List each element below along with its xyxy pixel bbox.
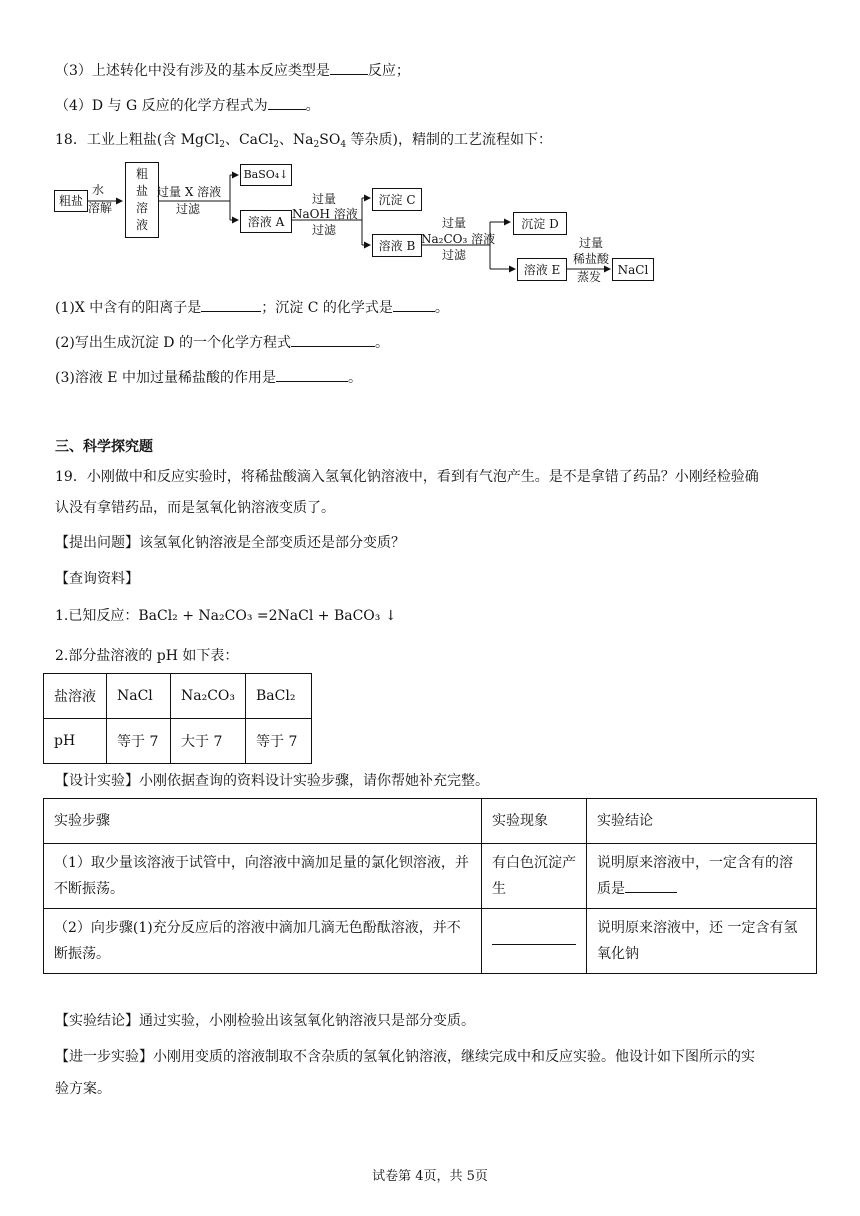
table-row xyxy=(44,719,312,764)
phenomenon-text: 有白色沉淀产生 xyxy=(492,855,576,897)
table-cell xyxy=(587,909,817,974)
step2-filter: 过滤 xyxy=(312,223,337,237)
answer-blank[interactable] xyxy=(625,878,677,893)
nacl-label: NaCl xyxy=(617,262,649,277)
table-row xyxy=(44,799,817,844)
baso4-label: BaSO₄↓ xyxy=(243,168,289,181)
precip-c-label: 沉淀 C xyxy=(378,192,416,207)
step2-excess: 过量 xyxy=(312,192,337,206)
solution-a-label: 溶液 A xyxy=(247,214,285,229)
q19-design: 【设计实验】小刚依据查询的资料设计实验步骤，请你帮她补充完整。 xyxy=(55,773,489,789)
section-heading: 三、科学探究题 xyxy=(55,439,153,455)
q18-sub2-suffix: 。 xyxy=(374,335,389,351)
table-header: NaCl xyxy=(107,674,171,719)
step2-reagent: NaOH 溶液 xyxy=(292,207,358,221)
q18-stem-text: 、Na xyxy=(278,132,314,148)
table-cell xyxy=(482,844,587,909)
dissolve-label: 溶解 xyxy=(88,201,113,215)
table-cell xyxy=(587,844,817,909)
table-cell: 大于 7 xyxy=(171,719,246,764)
step4-excess: 过量 xyxy=(579,236,604,250)
q19-result: 【实验结论】通过实验，小刚检验出该氢氧化钠溶液只是部分变质。 xyxy=(55,1013,475,1029)
step-text: （1）取少量该溶液于试管中，向溶液中滴加足量的氯化钡溶液，并不断振荡。 xyxy=(54,855,469,897)
table-header: Na₂CO₃ xyxy=(171,674,246,719)
table-cell: 等于 7 xyxy=(107,719,171,764)
q18-sub1-suffix: 。 xyxy=(434,300,449,316)
step4-reagent: 稀盐酸 xyxy=(573,252,610,266)
q18-stem-text: 、CaCl xyxy=(224,132,274,148)
answer-blank[interactable] xyxy=(201,297,261,312)
step-text: （2）向步骤(1)充分反应后的溶液中滴加几滴无色酚酞溶液，并不断振荡。 xyxy=(54,920,461,962)
q18-sub2 xyxy=(55,332,389,353)
solution-e-label: 溶液 E xyxy=(523,262,561,277)
page-footer: 试卷第 4页，共 5页 xyxy=(372,1169,488,1184)
table-header: 实验步骤 xyxy=(44,799,482,844)
table-cell: 等于 7 xyxy=(246,719,312,764)
q18-sub3-text: (3)溶液 E 中加过量稀盐酸的作用是 xyxy=(55,370,276,386)
q19-consult: 【查询资料】 xyxy=(55,571,139,587)
step3-filter: 过滤 xyxy=(442,248,467,262)
step3-excess: 过量 xyxy=(442,216,467,230)
table-cell xyxy=(44,909,482,974)
table-cell xyxy=(44,844,482,909)
nacl-box xyxy=(612,258,654,281)
q18-sub1-text: (1)X 中含有的阳离子是 xyxy=(55,300,202,316)
table-row xyxy=(44,674,312,719)
solution-e-box xyxy=(517,258,567,281)
answer-blank[interactable] xyxy=(276,367,348,382)
q19-fact1: 1.已知反应：BaCl₂ + Na₂CO₃ =2NaCl + BaCO₃ ↓ xyxy=(55,608,397,624)
step4-evaporate: 蒸发 xyxy=(577,270,602,284)
solution-a-box xyxy=(240,210,292,233)
crude-solution-label: 粗盐溶液 xyxy=(135,167,148,232)
q19-question: 【提出问题】该氢氧化钠溶液是全部变质还是部分变质？ xyxy=(55,535,405,551)
step1-filter: 过滤 xyxy=(176,202,201,216)
table-header: 实验现象 xyxy=(482,799,587,844)
table-header: BaCl₂ xyxy=(246,674,312,719)
answer-blank[interactable] xyxy=(291,332,375,347)
precip-c-box xyxy=(372,188,422,211)
q19-stem-line2: 认没有拿错药品，而是氢氧化钠溶液变质了。 xyxy=(55,500,335,516)
experiment-table xyxy=(43,798,817,974)
table-header: 盐溶液 xyxy=(44,674,107,719)
q17-item4 xyxy=(55,95,320,116)
q18-sub3-suffix: 。 xyxy=(347,370,362,386)
baso4-box xyxy=(240,164,292,186)
table-cell xyxy=(482,909,587,974)
q18-stem xyxy=(55,130,552,155)
solution-b-box xyxy=(372,234,422,257)
q18-sub3 xyxy=(55,367,362,388)
process-flow-diagram xyxy=(50,158,670,290)
table-row xyxy=(44,844,817,909)
q18-sub1 xyxy=(55,297,449,318)
q19-further-line2: 验方案。 xyxy=(55,1081,111,1097)
q18-sub1-text: ；沉淀 C 的化学式是 xyxy=(261,300,393,316)
answer-blank[interactable] xyxy=(268,95,306,110)
answer-blank[interactable] xyxy=(330,60,368,75)
q17-item3-suffix: 反应； xyxy=(367,63,410,79)
subscript: 2 xyxy=(219,140,225,150)
water-label: 水 xyxy=(92,183,105,197)
precip-d-label: 沉淀 D xyxy=(521,216,559,231)
answer-blank[interactable] xyxy=(492,930,576,945)
subscript: 2 xyxy=(313,140,320,150)
answer-blank[interactable] xyxy=(393,297,435,312)
q18-stem-text: 18．工业上粗盐(含 MgCl xyxy=(55,132,220,148)
q19-further-line1: 【进一步实验】小刚用变质的溶液制取不含杂质的氢氧化钠溶液，继续完成中和反应实验。他设计如下图所示的实 xyxy=(55,1049,755,1065)
solution-b-label: 溶液 B xyxy=(378,238,416,253)
q18-stem-text: 等杂质)，精制的工艺流程如下： xyxy=(346,132,553,148)
q19-stem-line1: 19．小刚做中和反应实验时，将稀盐酸滴入氢氧化钠溶液中，看到有气泡产生。是不是拿错了药品？小刚经检验确 xyxy=(55,469,759,485)
conclusion-text: 说明原来溶液中，还 一定含有氢氧化钠 xyxy=(597,920,798,962)
q18-sub2-text: (2)写出生成沉淀 D 的一个化学方程式 xyxy=(55,335,291,351)
q17-item3-text: （3）上述转化中没有涉及的基本反应类型是 xyxy=(55,63,330,79)
q19-fact2: 2.部分盐溶液的 pH 如下表： xyxy=(55,648,239,664)
table-row xyxy=(44,909,817,974)
conclusion-text: 说明原来溶液中，一定含有的溶质是 xyxy=(597,855,793,897)
crude-salt-label: 粗盐 xyxy=(58,194,83,208)
precip-d-box xyxy=(513,212,567,235)
crude-salt-box xyxy=(54,190,88,212)
q18-stem-text: SO xyxy=(319,132,341,148)
crude-solution-box xyxy=(125,162,159,238)
table-header: 实验结论 xyxy=(587,799,817,844)
ph-table xyxy=(43,673,312,764)
q17-item4-text: （4）D 与 G 反应的化学方程式为 xyxy=(55,98,268,114)
subscript: 2 xyxy=(273,140,279,150)
q17-item3 xyxy=(55,60,410,81)
subscript: 4 xyxy=(340,140,347,150)
step3-reagent: Na₂CO₃ 溶液 xyxy=(421,232,496,246)
q17-item4-suffix: 。 xyxy=(305,98,320,114)
table-cell: pH xyxy=(44,719,107,764)
step1-reagent: 过量 X 溶液 xyxy=(157,185,222,199)
